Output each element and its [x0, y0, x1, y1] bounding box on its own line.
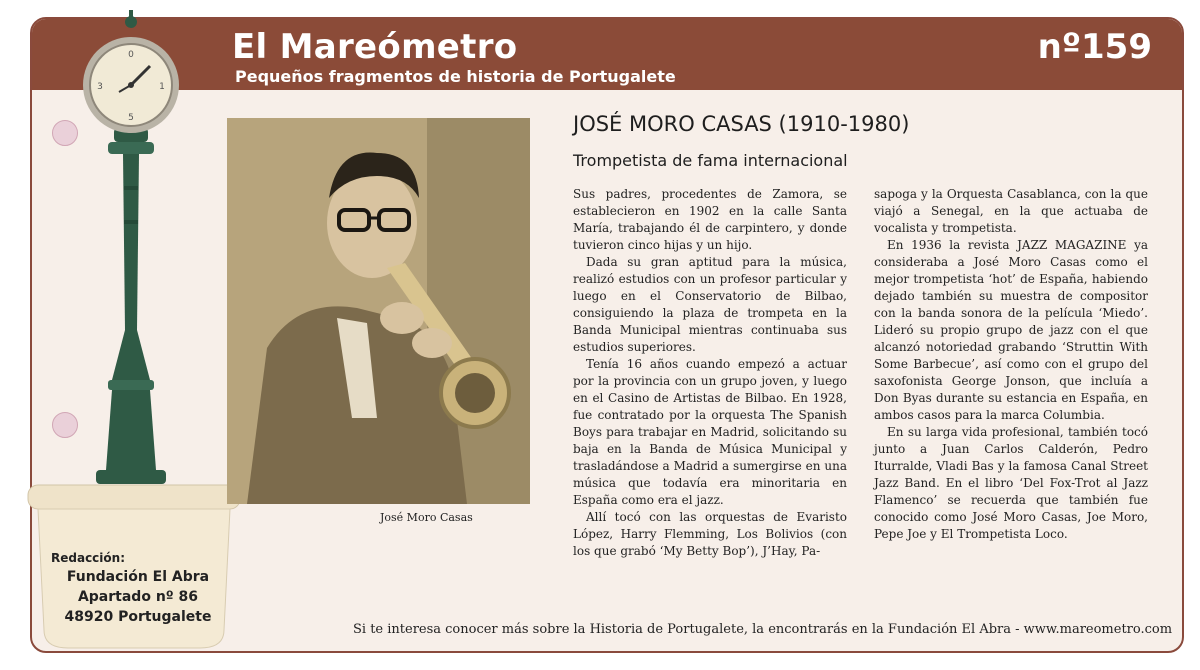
- newsletter-title: El Mareómetro: [232, 27, 518, 67]
- address-line-3: 48920 Portugalete: [64, 609, 212, 625]
- redaccion-label: Redacción:: [51, 551, 125, 565]
- issue-number: nº159: [1037, 27, 1152, 67]
- article-subtitle: Trompetista de fama internacional: [573, 151, 848, 170]
- svg-text:3: 3: [97, 82, 103, 92]
- paragraph: Tenía 16 años cuando empezó a actuar por la provincia con un grupo joven, y luego en el Casino de Artistas de Bilbao. En 1928, fue contratado por la orquesta The Spanish Boys para trabajar en Madrid, solicitando su baja en la Banda de Música Municipal y trasladándose a Madrid a sumergirse en una música que todavía era minoritaria en España como era el jazz.: [573, 357, 847, 507]
- photo-caption: José Moro Casas: [380, 511, 473, 524]
- address-line-1: Fundación El Abra: [66, 569, 210, 585]
- portrait-photo: [227, 118, 530, 504]
- footer-note: Si te interesa conocer más sobre la Historia de Portugalete, la encontrarás en la Fundación El Abra - www.mareometro.com: [353, 622, 1173, 637]
- address-line-2: Apartado nº 86: [77, 589, 199, 605]
- paragraph: Allí tocó con las orquestas de Evaristo López, Harry Flemming, Los Bolivios (con los que grabó ‘My Betty Bop’), J’Hay, Pa-: [573, 510, 847, 558]
- article-column-2: [874, 186, 1148, 543]
- trumpeter-icon: [227, 118, 530, 504]
- paragraph: sapoga y la Orquesta Casablanca, con la que viajó a Senegal, en la que actuaba de vocalista y trompetista.: [874, 187, 1148, 235]
- paragraph: Dada su gran aptitud para la música, realizó estudios con un profesor particular y luego en el Conservatorio de Bilbao, consiguiendo la plaza de trompeta en la Banda Municipal mientras continuaba sus estudios superiores.: [573, 255, 847, 354]
- newsletter-subtitle: Pequeños fragmentos de historia de Portugalete: [235, 67, 676, 86]
- article-column-1: [573, 186, 847, 560]
- svg-text:0: 0: [128, 50, 134, 60]
- paragraph: En 1936 la revista JAZZ MAGAZINE ya consideraba a José Moro Casas como el mejor trompetista ‘hot’ de España, habiendo dejado también su muestra de compositor con la banda sonora de la película ‘Miedo’. Lideró su propio grupo de jazz con el que alcanzó notoriedad grabando ‘Struttin With Some Barbecue’, así como con el grupo del saxofonista George Jonson, que incluía a Don Byas durante su estancia en España, en ambos casos para la marca Columbia.: [874, 238, 1148, 422]
- paragraph: Sus padres, procedentes de Zamora, se establecieron en 1902 en la calle Santa María, trabajando él de carpintero, y donde tuvieron cinco hijas y un hijo.: [573, 187, 847, 252]
- article-title: JOSÉ MORO CASAS (1910-1980): [573, 112, 910, 136]
- svg-text:1: 1: [159, 82, 165, 92]
- svg-text:5: 5: [128, 113, 134, 123]
- paragraph: En su larga vida profesional, también tocó junto a Juan Carlos Calderón, Pedro Iturralde, Vladi Bas y la famosa Canal Street Jazz Band. En el libro ‘Del Fox-Trot al Jazz Flamenco’ se recuerda que también fue conocido como José Moro Casas, Joe Moro, Pepe Joe y El Trompetista Loco.: [874, 425, 1148, 541]
